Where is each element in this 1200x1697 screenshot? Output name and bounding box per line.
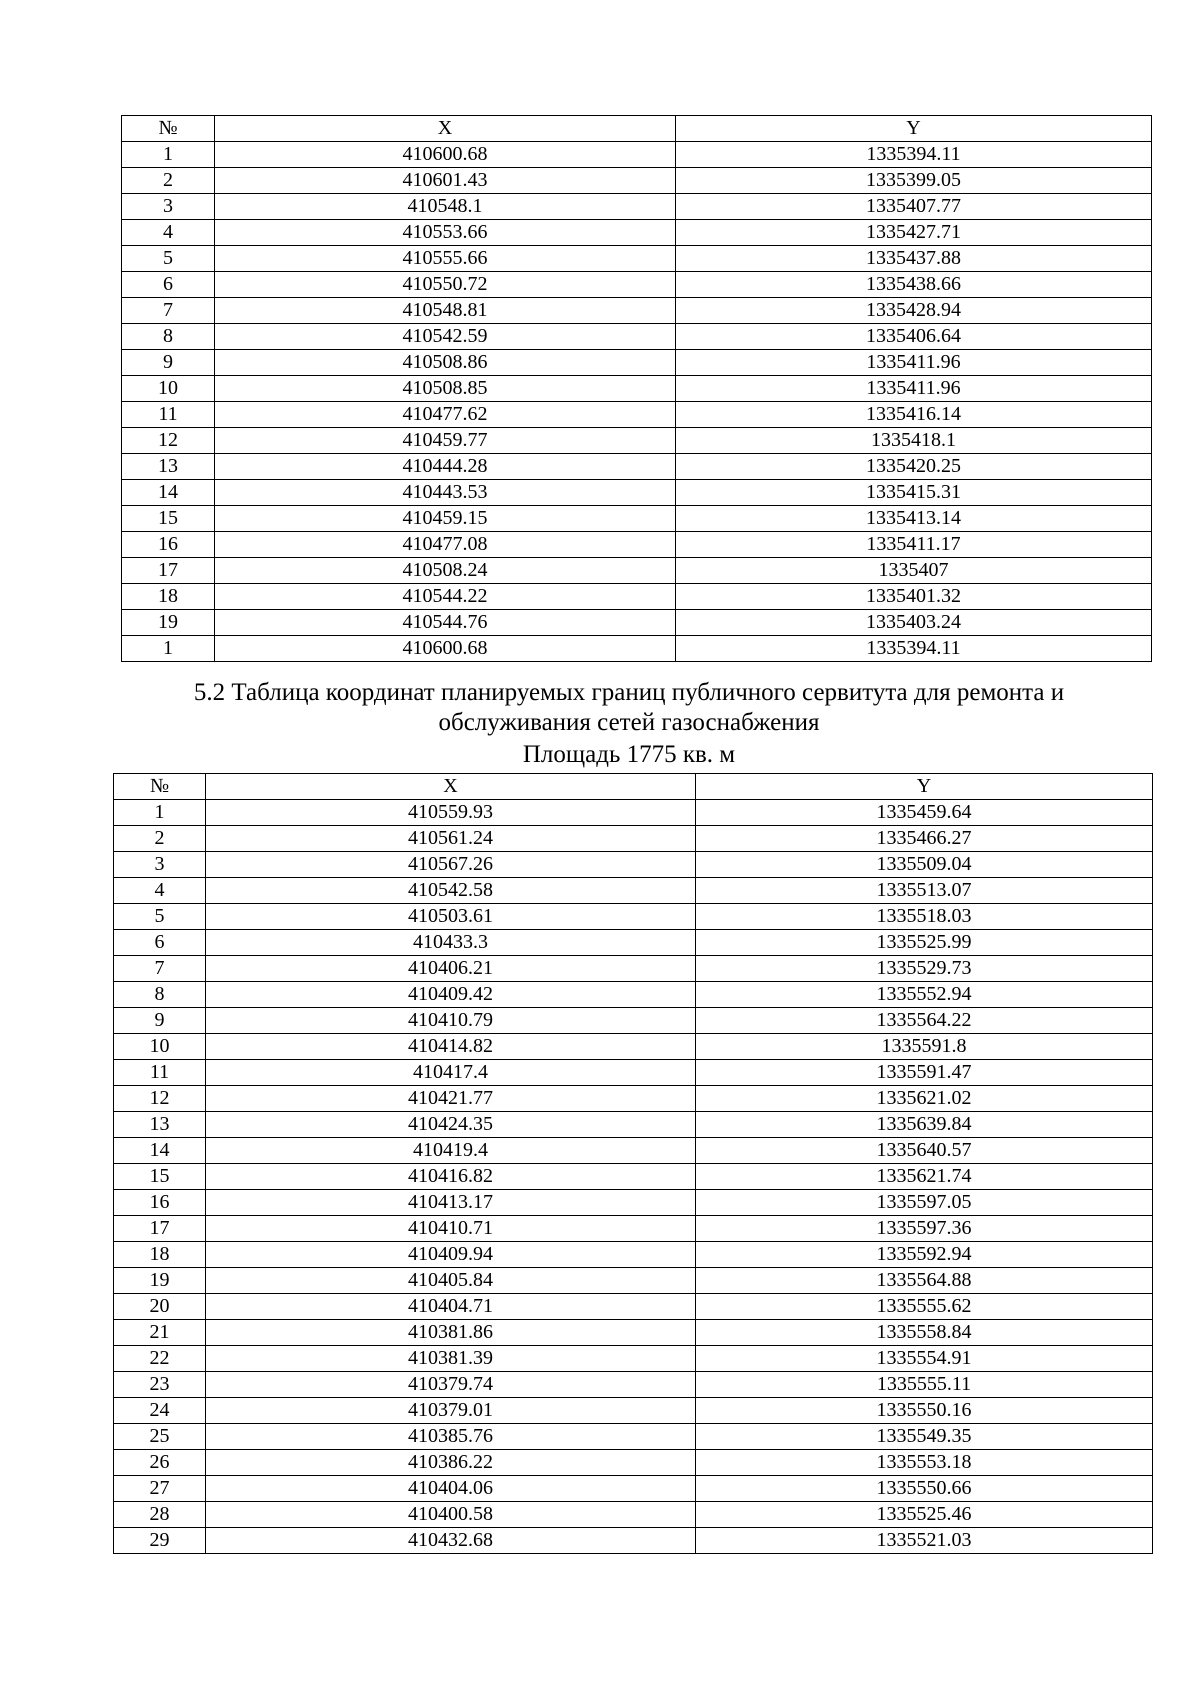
x-coordinate-cell: 410433.3	[206, 930, 696, 956]
y-coordinate-cell: 1335401.32	[676, 584, 1152, 610]
y-coordinate-cell: 1335459.64	[696, 800, 1153, 826]
point-number-cell: 11	[122, 402, 215, 428]
y-coordinate-cell: 1335418.1	[676, 428, 1152, 454]
table-row	[122, 428, 1152, 454]
x-coordinate-cell: 410444.28	[215, 454, 676, 480]
coordinates-table-1	[121, 115, 1152, 662]
y-coordinate-cell: 1335639.84	[696, 1112, 1153, 1138]
y-coordinate-cell: 1335550.16	[696, 1398, 1153, 1424]
y-coordinate-cell: 1335438.66	[676, 272, 1152, 298]
x-coordinate-cell: 410405.84	[206, 1268, 696, 1294]
table-row	[122, 506, 1152, 532]
y-coordinate-cell: 1335552.94	[696, 982, 1153, 1008]
point-number-cell: 28	[114, 1502, 206, 1528]
table-row	[114, 1476, 1153, 1502]
x-coordinate-cell: 410508.24	[215, 558, 676, 584]
column-header-y: Y	[676, 116, 1152, 142]
table-row	[114, 1034, 1153, 1060]
table-row	[114, 1320, 1153, 1346]
table-row	[122, 220, 1152, 246]
table-row	[114, 956, 1153, 982]
table-row	[122, 402, 1152, 428]
x-coordinate-cell: 410459.15	[215, 506, 676, 532]
x-coordinate-cell: 410542.59	[215, 324, 676, 350]
point-number-cell: 16	[122, 532, 215, 558]
point-number-cell: 8	[122, 324, 215, 350]
y-coordinate-cell: 1335407.77	[676, 194, 1152, 220]
y-coordinate-cell: 1335553.18	[696, 1450, 1153, 1476]
y-coordinate-cell: 1335406.64	[676, 324, 1152, 350]
x-coordinate-cell: 410600.68	[215, 636, 676, 662]
y-coordinate-cell: 1335518.03	[696, 904, 1153, 930]
y-coordinate-cell: 1335555.62	[696, 1294, 1153, 1320]
y-coordinate-cell: 1335529.73	[696, 956, 1153, 982]
table-row	[122, 532, 1152, 558]
table-row	[114, 1086, 1153, 1112]
table-row	[122, 636, 1152, 662]
point-number-cell: 2	[122, 168, 215, 194]
x-coordinate-cell: 410413.17	[206, 1190, 696, 1216]
point-number-cell: 4	[114, 878, 206, 904]
table-row	[114, 1502, 1153, 1528]
table-row	[122, 194, 1152, 220]
table-row	[114, 1346, 1153, 1372]
table-row	[114, 852, 1153, 878]
point-number-cell: 14	[114, 1138, 206, 1164]
x-coordinate-cell: 410409.94	[206, 1242, 696, 1268]
y-coordinate-cell: 1335509.04	[696, 852, 1153, 878]
section-title-line-2: обслуживания сетей газоснабжения	[438, 709, 820, 736]
y-coordinate-cell: 1335591.8	[696, 1034, 1153, 1060]
table-row	[114, 1138, 1153, 1164]
table-row	[114, 1450, 1153, 1476]
point-number-cell: 12	[122, 428, 215, 454]
section-title-line-1: 5.2 Таблица координат планируемых границ публичного сервитута для ремонта и	[193, 679, 1065, 706]
point-number-cell: 14	[122, 480, 215, 506]
y-coordinate-cell: 1335621.02	[696, 1086, 1153, 1112]
point-number-cell: 11	[114, 1060, 206, 1086]
x-coordinate-cell: 410477.08	[215, 532, 676, 558]
point-number-cell: 24	[114, 1398, 206, 1424]
y-coordinate-cell: 1335415.31	[676, 480, 1152, 506]
table-row	[114, 982, 1153, 1008]
table-row	[114, 1242, 1153, 1268]
y-coordinate-cell: 1335555.11	[696, 1372, 1153, 1398]
table-row	[114, 930, 1153, 956]
table-header-row	[122, 116, 1152, 142]
point-number-cell: 6	[114, 930, 206, 956]
y-coordinate-cell: 1335466.27	[696, 826, 1153, 852]
y-coordinate-cell: 1335428.94	[676, 298, 1152, 324]
table-row	[114, 1528, 1153, 1554]
point-number-cell: 20	[114, 1294, 206, 1320]
y-coordinate-cell: 1335513.07	[696, 878, 1153, 904]
point-number-cell: 17	[114, 1216, 206, 1242]
area-caption: Площадь 1775 кв. м	[522, 741, 736, 768]
table-row	[114, 1164, 1153, 1190]
x-coordinate-cell: 410421.77	[206, 1086, 696, 1112]
column-header-x: X	[206, 774, 696, 800]
point-number-cell: 1	[114, 800, 206, 826]
y-coordinate-cell: 1335597.05	[696, 1190, 1153, 1216]
x-coordinate-cell: 410477.62	[215, 402, 676, 428]
point-number-cell: 16	[114, 1190, 206, 1216]
x-coordinate-cell: 410417.4	[206, 1060, 696, 1086]
y-coordinate-cell: 1335591.47	[696, 1060, 1153, 1086]
point-number-cell: 1	[122, 636, 215, 662]
table-row	[114, 1190, 1153, 1216]
table-row	[114, 1294, 1153, 1320]
x-coordinate-cell: 410555.66	[215, 246, 676, 272]
point-number-cell: 10	[114, 1034, 206, 1060]
table-row	[122, 350, 1152, 376]
table-row	[122, 142, 1152, 168]
x-coordinate-cell: 410379.74	[206, 1372, 696, 1398]
y-coordinate-cell: 1335413.14	[676, 506, 1152, 532]
x-coordinate-cell: 410550.72	[215, 272, 676, 298]
y-coordinate-cell: 1335564.88	[696, 1268, 1153, 1294]
x-coordinate-cell: 410548.1	[215, 194, 676, 220]
y-coordinate-cell: 1335564.22	[696, 1008, 1153, 1034]
point-number-cell: 18	[122, 584, 215, 610]
x-coordinate-cell: 410508.86	[215, 350, 676, 376]
table-row	[114, 1216, 1153, 1242]
y-coordinate-cell: 1335420.25	[676, 454, 1152, 480]
x-coordinate-cell: 410404.06	[206, 1476, 696, 1502]
table-row	[114, 1372, 1153, 1398]
point-number-cell: 17	[122, 558, 215, 584]
point-number-cell: 3	[122, 194, 215, 220]
x-coordinate-cell: 410400.58	[206, 1502, 696, 1528]
table-row	[114, 800, 1153, 826]
point-number-cell: 18	[114, 1242, 206, 1268]
table-row	[114, 1008, 1153, 1034]
x-coordinate-cell: 410508.85	[215, 376, 676, 402]
point-number-cell: 7	[114, 956, 206, 982]
x-coordinate-cell: 410410.79	[206, 1008, 696, 1034]
point-number-cell: 22	[114, 1346, 206, 1372]
y-coordinate-cell: 1335411.96	[676, 376, 1152, 402]
x-coordinate-cell: 410386.22	[206, 1450, 696, 1476]
x-coordinate-cell: 410385.76	[206, 1424, 696, 1450]
y-coordinate-cell: 1335525.46	[696, 1502, 1153, 1528]
point-number-cell: 25	[114, 1424, 206, 1450]
point-number-cell: 7	[122, 298, 215, 324]
x-coordinate-cell: 410409.42	[206, 982, 696, 1008]
table-row	[114, 826, 1153, 852]
table-row	[122, 246, 1152, 272]
point-number-cell: 15	[114, 1164, 206, 1190]
point-number-cell: 13	[122, 454, 215, 480]
table-row	[114, 878, 1153, 904]
y-coordinate-cell: 1335554.91	[696, 1346, 1153, 1372]
x-coordinate-cell: 410381.39	[206, 1346, 696, 1372]
y-coordinate-cell: 1335640.57	[696, 1138, 1153, 1164]
point-number-cell: 2	[114, 826, 206, 852]
point-number-cell: 27	[114, 1476, 206, 1502]
y-coordinate-cell: 1335525.99	[696, 930, 1153, 956]
y-coordinate-cell: 1335403.24	[676, 610, 1152, 636]
x-coordinate-cell: 410559.93	[206, 800, 696, 826]
column-header-y: Y	[696, 774, 1153, 800]
column-header-x: X	[215, 116, 676, 142]
x-coordinate-cell: 410406.21	[206, 956, 696, 982]
y-coordinate-cell: 1335427.71	[676, 220, 1152, 246]
point-number-cell: 6	[122, 272, 215, 298]
x-coordinate-cell: 410419.4	[206, 1138, 696, 1164]
table-row	[122, 558, 1152, 584]
point-number-cell: 23	[114, 1372, 206, 1398]
table-row	[122, 272, 1152, 298]
y-coordinate-cell: 1335394.11	[676, 636, 1152, 662]
x-coordinate-cell: 410567.26	[206, 852, 696, 878]
y-coordinate-cell: 1335411.17	[676, 532, 1152, 558]
x-coordinate-cell: 410404.71	[206, 1294, 696, 1320]
x-coordinate-cell: 410503.61	[206, 904, 696, 930]
y-coordinate-cell: 1335549.35	[696, 1424, 1153, 1450]
x-coordinate-cell: 410544.22	[215, 584, 676, 610]
table-row	[114, 904, 1153, 930]
coordinates-table-2	[113, 773, 1153, 1554]
x-coordinate-cell: 410561.24	[206, 826, 696, 852]
x-coordinate-cell: 410379.01	[206, 1398, 696, 1424]
table-row	[114, 1424, 1153, 1450]
point-number-cell: 8	[114, 982, 206, 1008]
y-coordinate-cell: 1335597.36	[696, 1216, 1153, 1242]
table-row	[122, 454, 1152, 480]
table-header-row	[114, 774, 1153, 800]
point-number-cell: 29	[114, 1528, 206, 1554]
x-coordinate-cell: 410443.53	[215, 480, 676, 506]
table-row	[122, 584, 1152, 610]
point-number-cell: 9	[114, 1008, 206, 1034]
y-coordinate-cell: 1335394.11	[676, 142, 1152, 168]
point-number-cell: 3	[114, 852, 206, 878]
table-row	[114, 1060, 1153, 1086]
point-number-cell: 13	[114, 1112, 206, 1138]
y-coordinate-cell: 1335437.88	[676, 246, 1152, 272]
table-row	[122, 298, 1152, 324]
point-number-cell: 21	[114, 1320, 206, 1346]
y-coordinate-cell: 1335558.84	[696, 1320, 1153, 1346]
point-number-cell: 19	[122, 610, 215, 636]
point-number-cell: 4	[122, 220, 215, 246]
x-coordinate-cell: 410432.68	[206, 1528, 696, 1554]
x-coordinate-cell: 410548.81	[215, 298, 676, 324]
point-number-cell: 19	[114, 1268, 206, 1294]
column-header-number: №	[122, 116, 215, 142]
x-coordinate-cell: 410600.68	[215, 142, 676, 168]
point-number-cell: 15	[122, 506, 215, 532]
y-coordinate-cell: 1335407	[676, 558, 1152, 584]
y-coordinate-cell: 1335550.66	[696, 1476, 1153, 1502]
point-number-cell: 5	[122, 246, 215, 272]
y-coordinate-cell: 1335416.14	[676, 402, 1152, 428]
table-row	[114, 1112, 1153, 1138]
point-number-cell: 1	[122, 142, 215, 168]
x-coordinate-cell: 410424.35	[206, 1112, 696, 1138]
table-row	[114, 1268, 1153, 1294]
column-header-number: №	[114, 774, 206, 800]
x-coordinate-cell: 410459.77	[215, 428, 676, 454]
table-row	[122, 610, 1152, 636]
table-row	[114, 1398, 1153, 1424]
point-number-cell: 12	[114, 1086, 206, 1112]
x-coordinate-cell: 410410.71	[206, 1216, 696, 1242]
x-coordinate-cell: 410601.43	[215, 168, 676, 194]
table-row	[122, 324, 1152, 350]
table-row	[122, 480, 1152, 506]
y-coordinate-cell: 1335521.03	[696, 1528, 1153, 1554]
point-number-cell: 26	[114, 1450, 206, 1476]
y-coordinate-cell: 1335592.94	[696, 1242, 1153, 1268]
x-coordinate-cell: 410381.86	[206, 1320, 696, 1346]
table-row	[122, 168, 1152, 194]
point-number-cell: 5	[114, 904, 206, 930]
x-coordinate-cell: 410416.82	[206, 1164, 696, 1190]
x-coordinate-cell: 410542.58	[206, 878, 696, 904]
point-number-cell: 10	[122, 376, 215, 402]
y-coordinate-cell: 1335399.05	[676, 168, 1152, 194]
y-coordinate-cell: 1335411.96	[676, 350, 1152, 376]
x-coordinate-cell: 410414.82	[206, 1034, 696, 1060]
table-row	[122, 376, 1152, 402]
point-number-cell: 9	[122, 350, 215, 376]
y-coordinate-cell: 1335621.74	[696, 1164, 1153, 1190]
x-coordinate-cell: 410553.66	[215, 220, 676, 246]
x-coordinate-cell: 410544.76	[215, 610, 676, 636]
